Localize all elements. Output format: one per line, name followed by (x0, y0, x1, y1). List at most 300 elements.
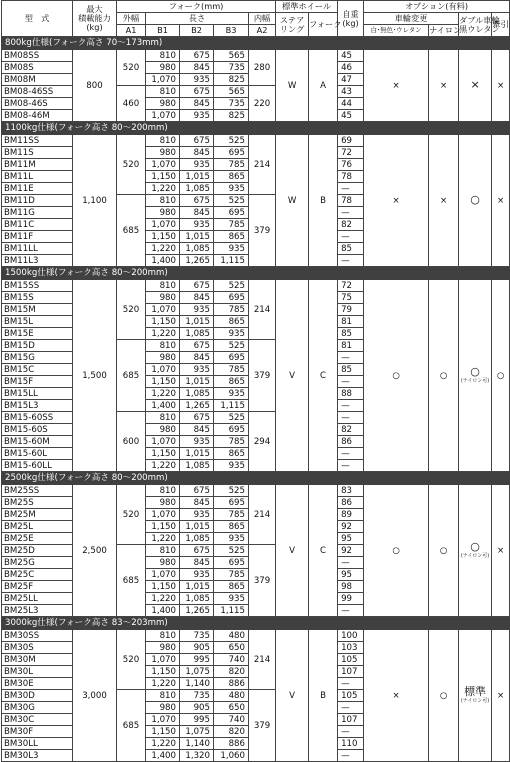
header-a2: A2 (249, 25, 276, 37)
a2-cell: 379 (249, 545, 276, 617)
b2-cell: 675 (180, 135, 214, 147)
model-cell: BM25L (2, 521, 73, 533)
b2-cell: 935 (180, 74, 214, 86)
b2-cell: 845 (180, 497, 214, 509)
b1-cell: 810 (146, 86, 180, 98)
model-cell: BM30SS (2, 630, 73, 642)
b1-cell: 1,070 (146, 509, 180, 521)
option-double-wheel (459, 135, 492, 267)
b3-cell: 865 (214, 316, 249, 328)
b3-cell: 480 (214, 630, 249, 642)
b1-cell: 810 (146, 280, 180, 292)
b2-cell: 735 (180, 690, 214, 702)
model-cell: BM30L3 (2, 750, 73, 762)
weight-cell: 88 (338, 388, 364, 400)
b3-cell: 695 (214, 424, 249, 436)
b3-cell: 785 (214, 364, 249, 376)
option-note: (ナイロン可) (460, 378, 490, 384)
model-cell: BM11L3 (2, 255, 73, 267)
b3-cell: 695 (214, 352, 249, 364)
b2-cell: 1,265 (180, 605, 214, 617)
model-cell: BM15-60L (2, 448, 73, 460)
b1-cell: 980 (146, 424, 180, 436)
a1-cell: 520 (117, 630, 146, 690)
b1-cell: 810 (146, 195, 180, 207)
b1-cell: 980 (146, 642, 180, 654)
b1-cell: 810 (146, 412, 180, 424)
b1-cell: 1,220 (146, 460, 180, 472)
b2-cell: 1,085 (180, 243, 214, 255)
b1-cell: 1,150 (146, 666, 180, 678)
header-model: 型 式 (2, 1, 73, 37)
b3-cell: 785 (214, 304, 249, 316)
b1-cell: 980 (146, 702, 180, 714)
weight-cell: — (338, 726, 364, 738)
b3-cell: 865 (214, 171, 249, 183)
section-title: 3000kg仕様(フォーク高さ 83〜203mm) (2, 617, 510, 630)
section-title: 1100kg仕様(フォーク高さ 80〜200mm) (2, 122, 510, 135)
b3-cell: 935 (214, 388, 249, 400)
b1-cell: 980 (146, 292, 180, 304)
weight-cell: 44 (338, 98, 364, 110)
b2-cell: 995 (180, 654, 214, 666)
weight-cell: 43 (338, 86, 364, 98)
b3-cell: 525 (214, 485, 249, 497)
b1-cell: 810 (146, 690, 180, 702)
weight-cell: 82 (338, 219, 364, 231)
model-cell: BM11E (2, 183, 73, 195)
a1-cell: 600 (117, 412, 146, 472)
fork-wheel-cell: C (309, 485, 338, 617)
header-width: 外幅 (117, 13, 146, 25)
b2-cell: 1,085 (180, 533, 214, 545)
b2-cell: 1,015 (180, 231, 214, 243)
b3-cell: 1,115 (214, 255, 249, 267)
b3-cell: 1,115 (214, 400, 249, 412)
b3-cell: 695 (214, 557, 249, 569)
b3-cell: 785 (214, 569, 249, 581)
capacity-cell: 2,500 (73, 485, 117, 617)
b1-cell: 1,150 (146, 726, 180, 738)
b1-cell: 1,220 (146, 388, 180, 400)
option-double-wheel (459, 50, 492, 122)
weight-cell: 100 (338, 630, 364, 642)
table-row (2, 485, 510, 497)
option-double-wheel-mark: × (470, 78, 480, 91)
b2-cell: 735 (180, 630, 214, 642)
b3-cell: 1,060 (214, 750, 249, 762)
a2-cell: 214 (249, 485, 276, 545)
weight-cell: — (338, 400, 364, 412)
b1-cell: 1,400 (146, 255, 180, 267)
b3-cell: 565 (214, 86, 249, 98)
b3-cell: 825 (214, 110, 249, 122)
b1-cell: 1,220 (146, 738, 180, 750)
b3-cell: 820 (214, 666, 249, 678)
spec-table (1, 0, 510, 762)
steering-cell: V (276, 630, 309, 762)
b2-cell: 1,085 (180, 328, 214, 340)
b3-cell: 695 (214, 207, 249, 219)
a1-cell: 460 (117, 86, 146, 122)
b2-cell: 1,140 (180, 678, 214, 690)
b2-cell: 1,015 (180, 171, 214, 183)
b1-cell: 980 (146, 497, 180, 509)
b2-cell: 1,140 (180, 738, 214, 750)
header-towing: 牽引 (492, 13, 510, 37)
weight-cell: 85 (338, 328, 364, 340)
header-a1: A1 (117, 25, 146, 37)
b3-cell: 865 (214, 231, 249, 243)
section-header-row (2, 122, 510, 135)
weight-cell: 78 (338, 195, 364, 207)
weight-cell: 110 (338, 738, 364, 750)
b1-cell: 1,150 (146, 171, 180, 183)
b3-cell: 785 (214, 509, 249, 521)
weight-cell: — (338, 255, 364, 267)
weight-cell: 89 (338, 509, 364, 521)
weight-cell: — (338, 460, 364, 472)
b3-cell: 525 (214, 340, 249, 352)
capacity-cell: 1,500 (73, 280, 117, 472)
b1-cell: 980 (146, 557, 180, 569)
weight-cell: 85 (338, 364, 364, 376)
model-cell: BM25L3 (2, 605, 73, 617)
option-double-wheel-mark: 標準 (464, 685, 487, 698)
b2-cell: 905 (180, 702, 214, 714)
model-cell: BM30E (2, 678, 73, 690)
a2-cell: 214 (249, 135, 276, 195)
b1-cell: 810 (146, 485, 180, 497)
header-length: 長さ (146, 13, 249, 25)
a1-cell: 520 (117, 485, 146, 545)
b1-cell: 1,150 (146, 521, 180, 533)
b3-cell: 695 (214, 147, 249, 159)
a2-cell: 294 (249, 412, 276, 472)
b3-cell: 1,115 (214, 605, 249, 617)
steering-cell: V (276, 485, 309, 617)
b3-cell: 865 (214, 521, 249, 533)
b1-cell: 1,150 (146, 376, 180, 388)
weight-cell: — (338, 605, 364, 617)
b1-cell: 810 (146, 630, 180, 642)
header-fork: フォーク(mm) (117, 1, 276, 13)
option-double-wheel (459, 280, 492, 472)
b1-cell: 980 (146, 98, 180, 110)
weight-cell: 85 (338, 243, 364, 255)
a2-cell: 220 (249, 86, 276, 122)
b2-cell: 935 (180, 219, 214, 231)
weight-cell: 86 (338, 497, 364, 509)
weight-cell: — (338, 183, 364, 195)
header-option: オプション(有料) (364, 1, 510, 13)
b2-cell: 1,085 (180, 460, 214, 472)
weight-cell: 105 (338, 654, 364, 666)
b2-cell: 845 (180, 62, 214, 74)
b2-cell: 935 (180, 436, 214, 448)
option-towing: × (492, 50, 510, 122)
weight-cell: — (338, 412, 364, 424)
weight-cell: 76 (338, 159, 364, 171)
model-cell: BM15L (2, 316, 73, 328)
b2-cell: 845 (180, 207, 214, 219)
option-double-wheel (459, 630, 492, 762)
b2-cell: 935 (180, 110, 214, 122)
b1-cell: 810 (146, 545, 180, 557)
header-wheel: 標準ホイール (276, 1, 338, 13)
model-cell: BM25G (2, 557, 73, 569)
model-cell: BM15LL (2, 388, 73, 400)
b2-cell: 845 (180, 424, 214, 436)
b1-cell: 1,400 (146, 750, 180, 762)
option-double-wheel-mark: ○ (470, 540, 480, 553)
b1-cell: 1,070 (146, 304, 180, 316)
model-cell: BM15M (2, 304, 73, 316)
b2-cell: 675 (180, 485, 214, 497)
model-cell: BM11LL (2, 243, 73, 255)
model-cell: BM08SS (2, 50, 73, 62)
weight-cell: 78 (338, 171, 364, 183)
a1-cell: 685 (117, 690, 146, 762)
b2-cell: 1,015 (180, 316, 214, 328)
b3-cell: 740 (214, 714, 249, 726)
capacity-cell: 3,000 (73, 630, 117, 762)
b1-cell: 810 (146, 50, 180, 62)
model-cell: BM08S (2, 62, 73, 74)
b3-cell: 825 (214, 74, 249, 86)
header-steering: ステア リング (276, 13, 309, 37)
model-cell: BM15G (2, 352, 73, 364)
b3-cell: 785 (214, 219, 249, 231)
a1-cell: 520 (117, 50, 146, 86)
weight-cell: — (338, 557, 364, 569)
section-header-row (2, 472, 510, 485)
steering-cell: W (276, 135, 309, 267)
weight-cell: — (338, 448, 364, 460)
b2-cell: 845 (180, 557, 214, 569)
option-towing: × (492, 485, 510, 617)
header-wheel-change: 車輪変更 (364, 13, 459, 25)
model-cell: BM11S (2, 147, 73, 159)
model-cell: BM11F (2, 231, 73, 243)
b1-cell: 1,070 (146, 159, 180, 171)
b2-cell: 1,075 (180, 666, 214, 678)
b2-cell: 935 (180, 569, 214, 581)
model-cell: BM30S (2, 642, 73, 654)
model-cell: BM30F (2, 726, 73, 738)
b3-cell: 525 (214, 280, 249, 292)
weight-cell: — (338, 678, 364, 690)
model-cell: BM15C (2, 364, 73, 376)
b3-cell: 935 (214, 533, 249, 545)
steering-cell: W (276, 50, 309, 122)
b3-cell: 935 (214, 593, 249, 605)
header-white-urethane: 白･無色･ウレタン (364, 25, 429, 37)
weight-cell: 45 (338, 110, 364, 122)
b2-cell: 845 (180, 147, 214, 159)
option-double-wheel-mark: ○ (470, 365, 480, 378)
model-cell: BM15-60M (2, 436, 73, 448)
b3-cell: 820 (214, 726, 249, 738)
weight-cell: 95 (338, 533, 364, 545)
steering-cell: V (276, 280, 309, 472)
b2-cell: 1,085 (180, 183, 214, 195)
option-towing: ○ (492, 280, 510, 472)
a2-cell: 379 (249, 195, 276, 267)
b2-cell: 1,320 (180, 750, 214, 762)
b2-cell: 1,265 (180, 400, 214, 412)
weight-cell: — (338, 231, 364, 243)
option-nylon: × (429, 50, 459, 122)
option-double-wheel (459, 485, 492, 617)
header-capacity: 最大 積載能力 (kg) (73, 1, 117, 37)
section-title: 2500kg仕様(フォーク高さ 80〜200mm) (2, 472, 510, 485)
weight-cell: 82 (338, 424, 364, 436)
a2-cell: 379 (249, 340, 276, 412)
b1-cell: 1,070 (146, 364, 180, 376)
model-cell: BM15-60SS (2, 412, 73, 424)
b3-cell: 695 (214, 497, 249, 509)
b1-cell: 810 (146, 340, 180, 352)
section-title: 800kg仕様(フォーク高さ 70〜173mm) (2, 37, 510, 50)
b3-cell: 650 (214, 642, 249, 654)
model-cell: BM11D (2, 195, 73, 207)
model-cell: BM08-46M (2, 110, 73, 122)
weight-cell: — (338, 750, 364, 762)
weight-cell: 72 (338, 147, 364, 159)
b1-cell: 1,070 (146, 74, 180, 86)
header-inner: 内幅 (249, 13, 276, 25)
b3-cell: 735 (214, 98, 249, 110)
b1-cell: 1,220 (146, 678, 180, 690)
b2-cell: 1,085 (180, 593, 214, 605)
section-header-row (2, 267, 510, 280)
option-nylon: ○ (429, 485, 459, 617)
b3-cell: 785 (214, 436, 249, 448)
model-cell: BM30C (2, 714, 73, 726)
weight-cell: 69 (338, 135, 364, 147)
b3-cell: 525 (214, 412, 249, 424)
weight-cell: 81 (338, 340, 364, 352)
b2-cell: 675 (180, 412, 214, 424)
b3-cell: 480 (214, 690, 249, 702)
b2-cell: 1,015 (180, 376, 214, 388)
b2-cell: 1,075 (180, 726, 214, 738)
b2-cell: 1,085 (180, 388, 214, 400)
b1-cell: 980 (146, 147, 180, 159)
model-cell: BM15S (2, 292, 73, 304)
header-b1: B1 (146, 25, 180, 37)
b2-cell: 1,265 (180, 255, 214, 267)
b1-cell: 1,220 (146, 328, 180, 340)
b1-cell: 1,220 (146, 243, 180, 255)
table-row (2, 50, 510, 62)
model-cell: BM25F (2, 581, 73, 593)
b3-cell: 935 (214, 460, 249, 472)
fork-wheel-cell: C (309, 280, 338, 472)
option-towing: × (492, 630, 510, 762)
weight-cell: 105 (338, 690, 364, 702)
b3-cell: 865 (214, 581, 249, 593)
capacity-cell: 800 (73, 50, 117, 122)
b1-cell: 1,150 (146, 231, 180, 243)
header-weight: 自重 (kg) (338, 1, 364, 37)
weight-cell: 75 (338, 292, 364, 304)
model-cell: BM30D (2, 690, 73, 702)
b1-cell: 1,070 (146, 110, 180, 122)
option-white-urethane: ○ (364, 280, 429, 472)
b2-cell: 845 (180, 98, 214, 110)
option-nylon: × (429, 135, 459, 267)
header-double-wheel: ダブル車輪 黒ウレタン (459, 13, 492, 37)
b3-cell: 525 (214, 545, 249, 557)
header-fork-wheel: フォーク (309, 13, 338, 37)
b1-cell: 1,150 (146, 316, 180, 328)
b3-cell: 525 (214, 135, 249, 147)
weight-cell: 99 (338, 593, 364, 605)
b3-cell: 865 (214, 448, 249, 460)
b2-cell: 845 (180, 352, 214, 364)
model-cell: BM30L (2, 666, 73, 678)
table-row (2, 630, 510, 642)
option-white-urethane: × (364, 50, 429, 122)
b2-cell: 935 (180, 364, 214, 376)
a1-cell: 685 (117, 195, 146, 267)
b1-cell: 980 (146, 207, 180, 219)
option-white-urethane: × (364, 630, 429, 762)
b3-cell: 886 (214, 738, 249, 750)
option-double-wheel-mark: ○ (470, 193, 480, 206)
model-cell: BM08-46S (2, 98, 73, 110)
table-row (2, 280, 510, 292)
capacity-cell: 1,100 (73, 135, 117, 267)
weight-cell: 47 (338, 74, 364, 86)
b1-cell: 1,220 (146, 593, 180, 605)
fork-wheel-cell: B (309, 630, 338, 762)
weight-cell: 98 (338, 581, 364, 593)
weight-cell: 45 (338, 50, 364, 62)
b3-cell: 886 (214, 678, 249, 690)
fork-wheel-cell: A (309, 50, 338, 122)
b3-cell: 735 (214, 62, 249, 74)
b1-cell: 980 (146, 352, 180, 364)
model-cell: BM08M (2, 74, 73, 86)
b1-cell: 1,400 (146, 605, 180, 617)
a2-cell: 379 (249, 690, 276, 762)
a1-cell: 685 (117, 340, 146, 412)
b1-cell: 1,070 (146, 436, 180, 448)
b2-cell: 675 (180, 545, 214, 557)
option-towing: × (492, 135, 510, 267)
b1-cell: 1,150 (146, 448, 180, 460)
a2-cell: 214 (249, 630, 276, 690)
b2-cell: 905 (180, 642, 214, 654)
option-note: (ナイロン可) (460, 698, 490, 704)
b3-cell: 695 (214, 292, 249, 304)
header-b3: B3 (214, 25, 249, 37)
weight-cell: 107 (338, 666, 364, 678)
model-cell: BM15D (2, 340, 73, 352)
b3-cell: 740 (214, 654, 249, 666)
b3-cell: 525 (214, 195, 249, 207)
model-cell: BM30G (2, 702, 73, 714)
section-title: 1500kg仕様(フォーク高さ 80〜200mm) (2, 267, 510, 280)
weight-cell: 107 (338, 714, 364, 726)
b2-cell: 675 (180, 50, 214, 62)
a2-cell: 280 (249, 50, 276, 86)
weight-cell: 79 (338, 304, 364, 316)
b2-cell: 675 (180, 280, 214, 292)
